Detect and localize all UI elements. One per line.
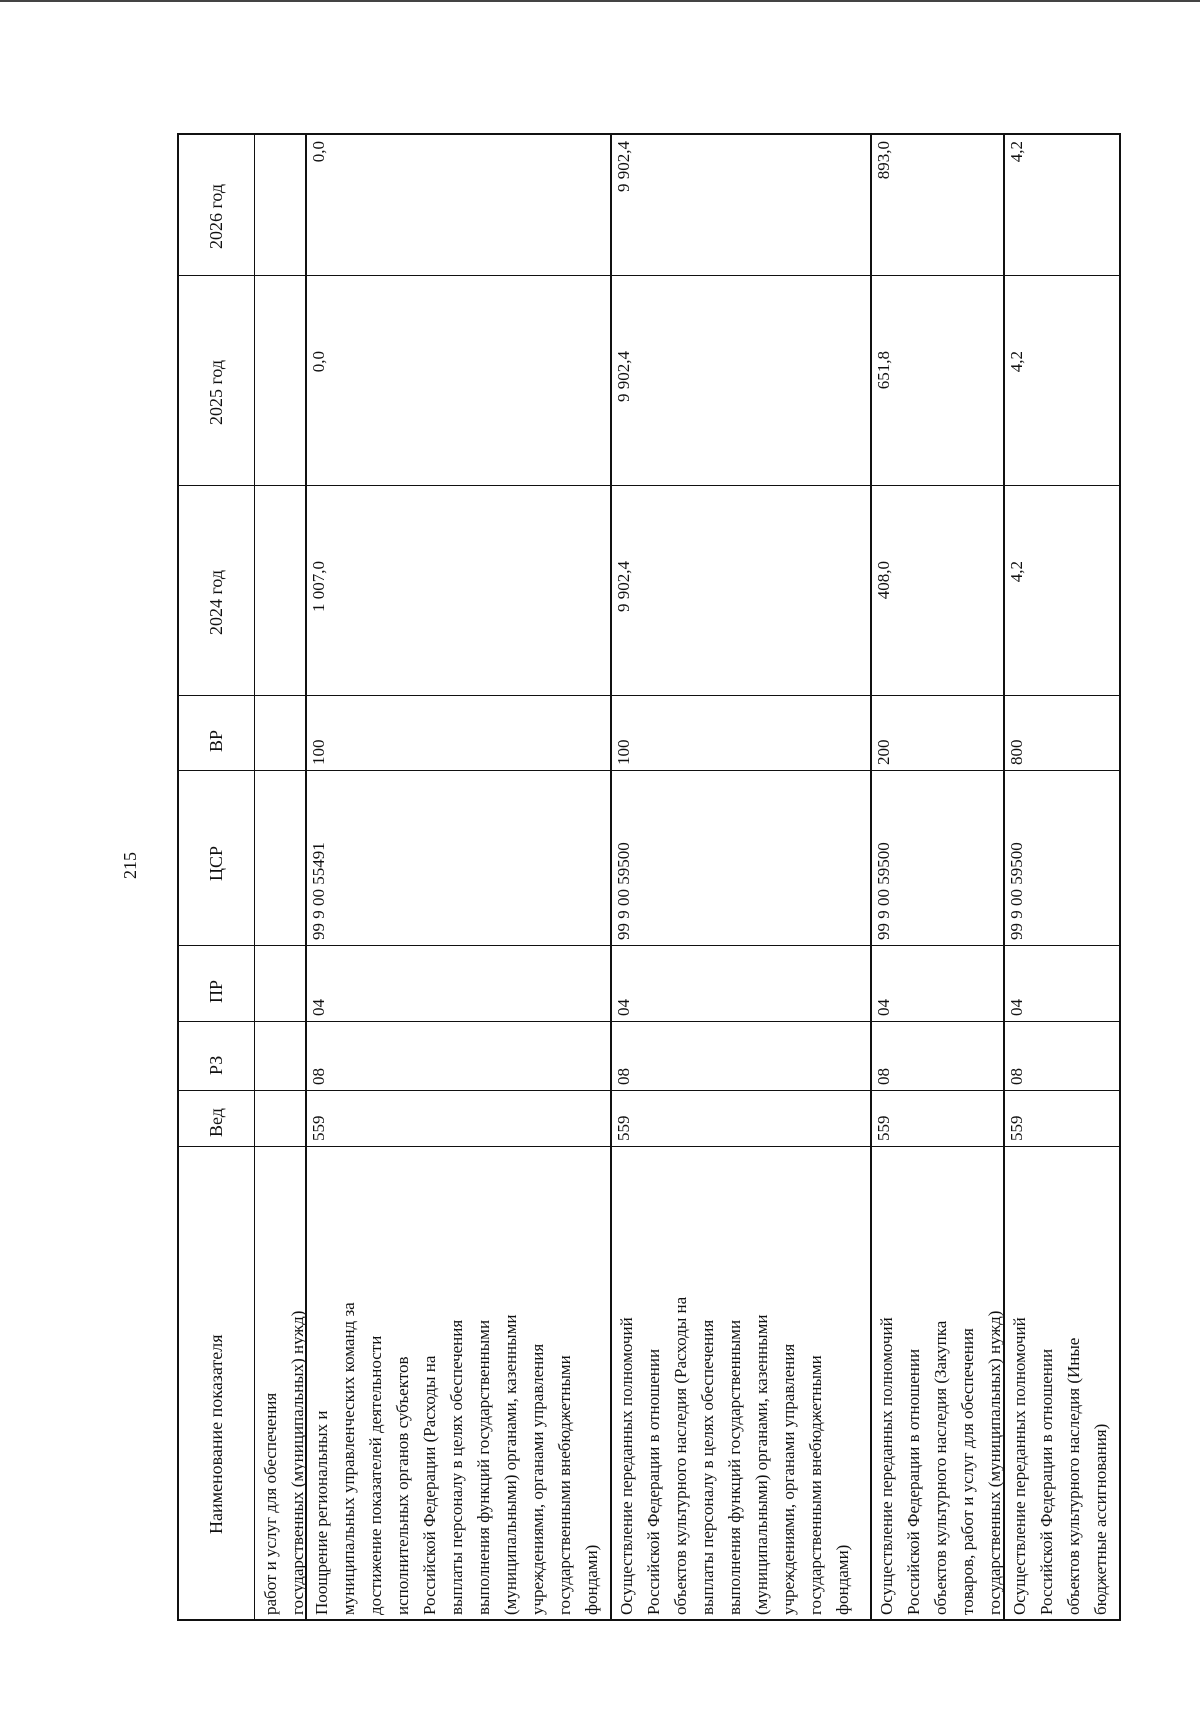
row1-name: Поощрение региональных и муниципальных управленческих команд за достижение показателей деятельности исполнительных органов субъектов Российской Федерации (Расходы на выплаты персоналу в целях обеспечения выполнения функций государственными (муниципальными) органами, казенными учреждениями, органами управления государственными внебюджетными фондами) <box>312 1302 601 1615</box>
col-divider <box>177 275 1121 276</box>
row1-vr: 100 <box>309 739 328 765</box>
row2-2026: 9 902,4 <box>614 141 633 192</box>
budget-table <box>177 133 1121 1621</box>
header-vr: ВР <box>206 729 226 752</box>
row1-csr: 99 9 00 55491 <box>309 842 328 940</box>
col-divider <box>177 770 1121 771</box>
row3-2026: 893,0 <box>874 141 893 180</box>
scan-edge-top <box>0 0 1200 2</box>
row3-2024: 408,0 <box>874 561 893 600</box>
row4-vr: 800 <box>1007 739 1026 765</box>
header-csr: ЦСР <box>206 845 226 881</box>
row1-ved: 559 <box>309 1115 328 1141</box>
col-divider <box>177 695 1121 696</box>
header-2024: 2024 год <box>206 569 226 635</box>
row2-csr: 99 9 00 59500 <box>614 842 633 940</box>
row2-2024: 9 902,4 <box>614 561 633 612</box>
header-2026: 2026 год <box>206 183 226 249</box>
row3-rz: 08 <box>874 1068 893 1085</box>
row4-name: Осуществление переданных полномочий Российской Федерации в отношении объектов культурного наследия (Иные бюджетные ассигнования) <box>1010 1317 1110 1615</box>
row2-rz: 08 <box>614 1068 633 1085</box>
header-name: Наименование показателя <box>206 1334 226 1534</box>
row4-ved: 559 <box>1007 1115 1026 1141</box>
row1-2024: 1 007,0 <box>309 561 328 612</box>
header-ved: Вед <box>206 1108 226 1137</box>
row4-rz: 08 <box>1007 1068 1026 1085</box>
row0-name: работ и услуг для обеспечения государственных (муниципальных) нужд) <box>261 1310 307 1615</box>
row3-ved: 559 <box>874 1115 893 1141</box>
row3-csr: 99 9 00 59500 <box>874 842 893 940</box>
row4-2025: 4,2 <box>1007 351 1026 373</box>
row2-name: Осуществление переданных полномочий Российской Федерации в отношении объектов культурного наследия (Расходы на выплаты персоналу в целях обеспечения выполнения функций государственными (муниципальными) органами, казенными учреждениями, органами управления государственными внебюджетными фондами) <box>617 1296 852 1615</box>
row3-pr: 04 <box>874 999 893 1016</box>
row4-2026: 4,2 <box>1007 141 1026 163</box>
header-rz: РЗ <box>206 1055 226 1075</box>
row1-rz: 08 <box>309 1068 328 1085</box>
row1-2026: 0,0 <box>309 141 328 163</box>
row-divider <box>254 133 255 1621</box>
row4-csr: 99 9 00 59500 <box>1007 842 1026 940</box>
row2-ved: 559 <box>614 1115 633 1141</box>
row3-name: Осуществление переданных полномочий Российской Федерации в отношении объектов культурного наследия (Закупка товаров, работ и услуг для обеспечения государственных (муниципальных) нужд) <box>877 1310 1004 1615</box>
row2-pr: 04 <box>614 999 633 1016</box>
col-divider <box>177 485 1121 486</box>
row4-pr: 04 <box>1007 999 1026 1016</box>
row1-pr: 04 <box>309 999 328 1016</box>
row1-2025: 0,0 <box>309 351 328 373</box>
page-number: 215 <box>120 852 140 879</box>
row2-2025: 9 902,4 <box>614 351 633 402</box>
header-pr: ПР <box>206 979 226 1003</box>
row4-2024: 4,2 <box>1007 561 1026 583</box>
col-divider <box>177 1021 1121 1022</box>
header-2025: 2025 год <box>206 359 226 425</box>
row3-vr: 200 <box>874 739 893 765</box>
col-divider <box>177 945 1121 946</box>
row2-vr: 100 <box>614 739 633 765</box>
row3-2025: 651,8 <box>874 351 893 390</box>
